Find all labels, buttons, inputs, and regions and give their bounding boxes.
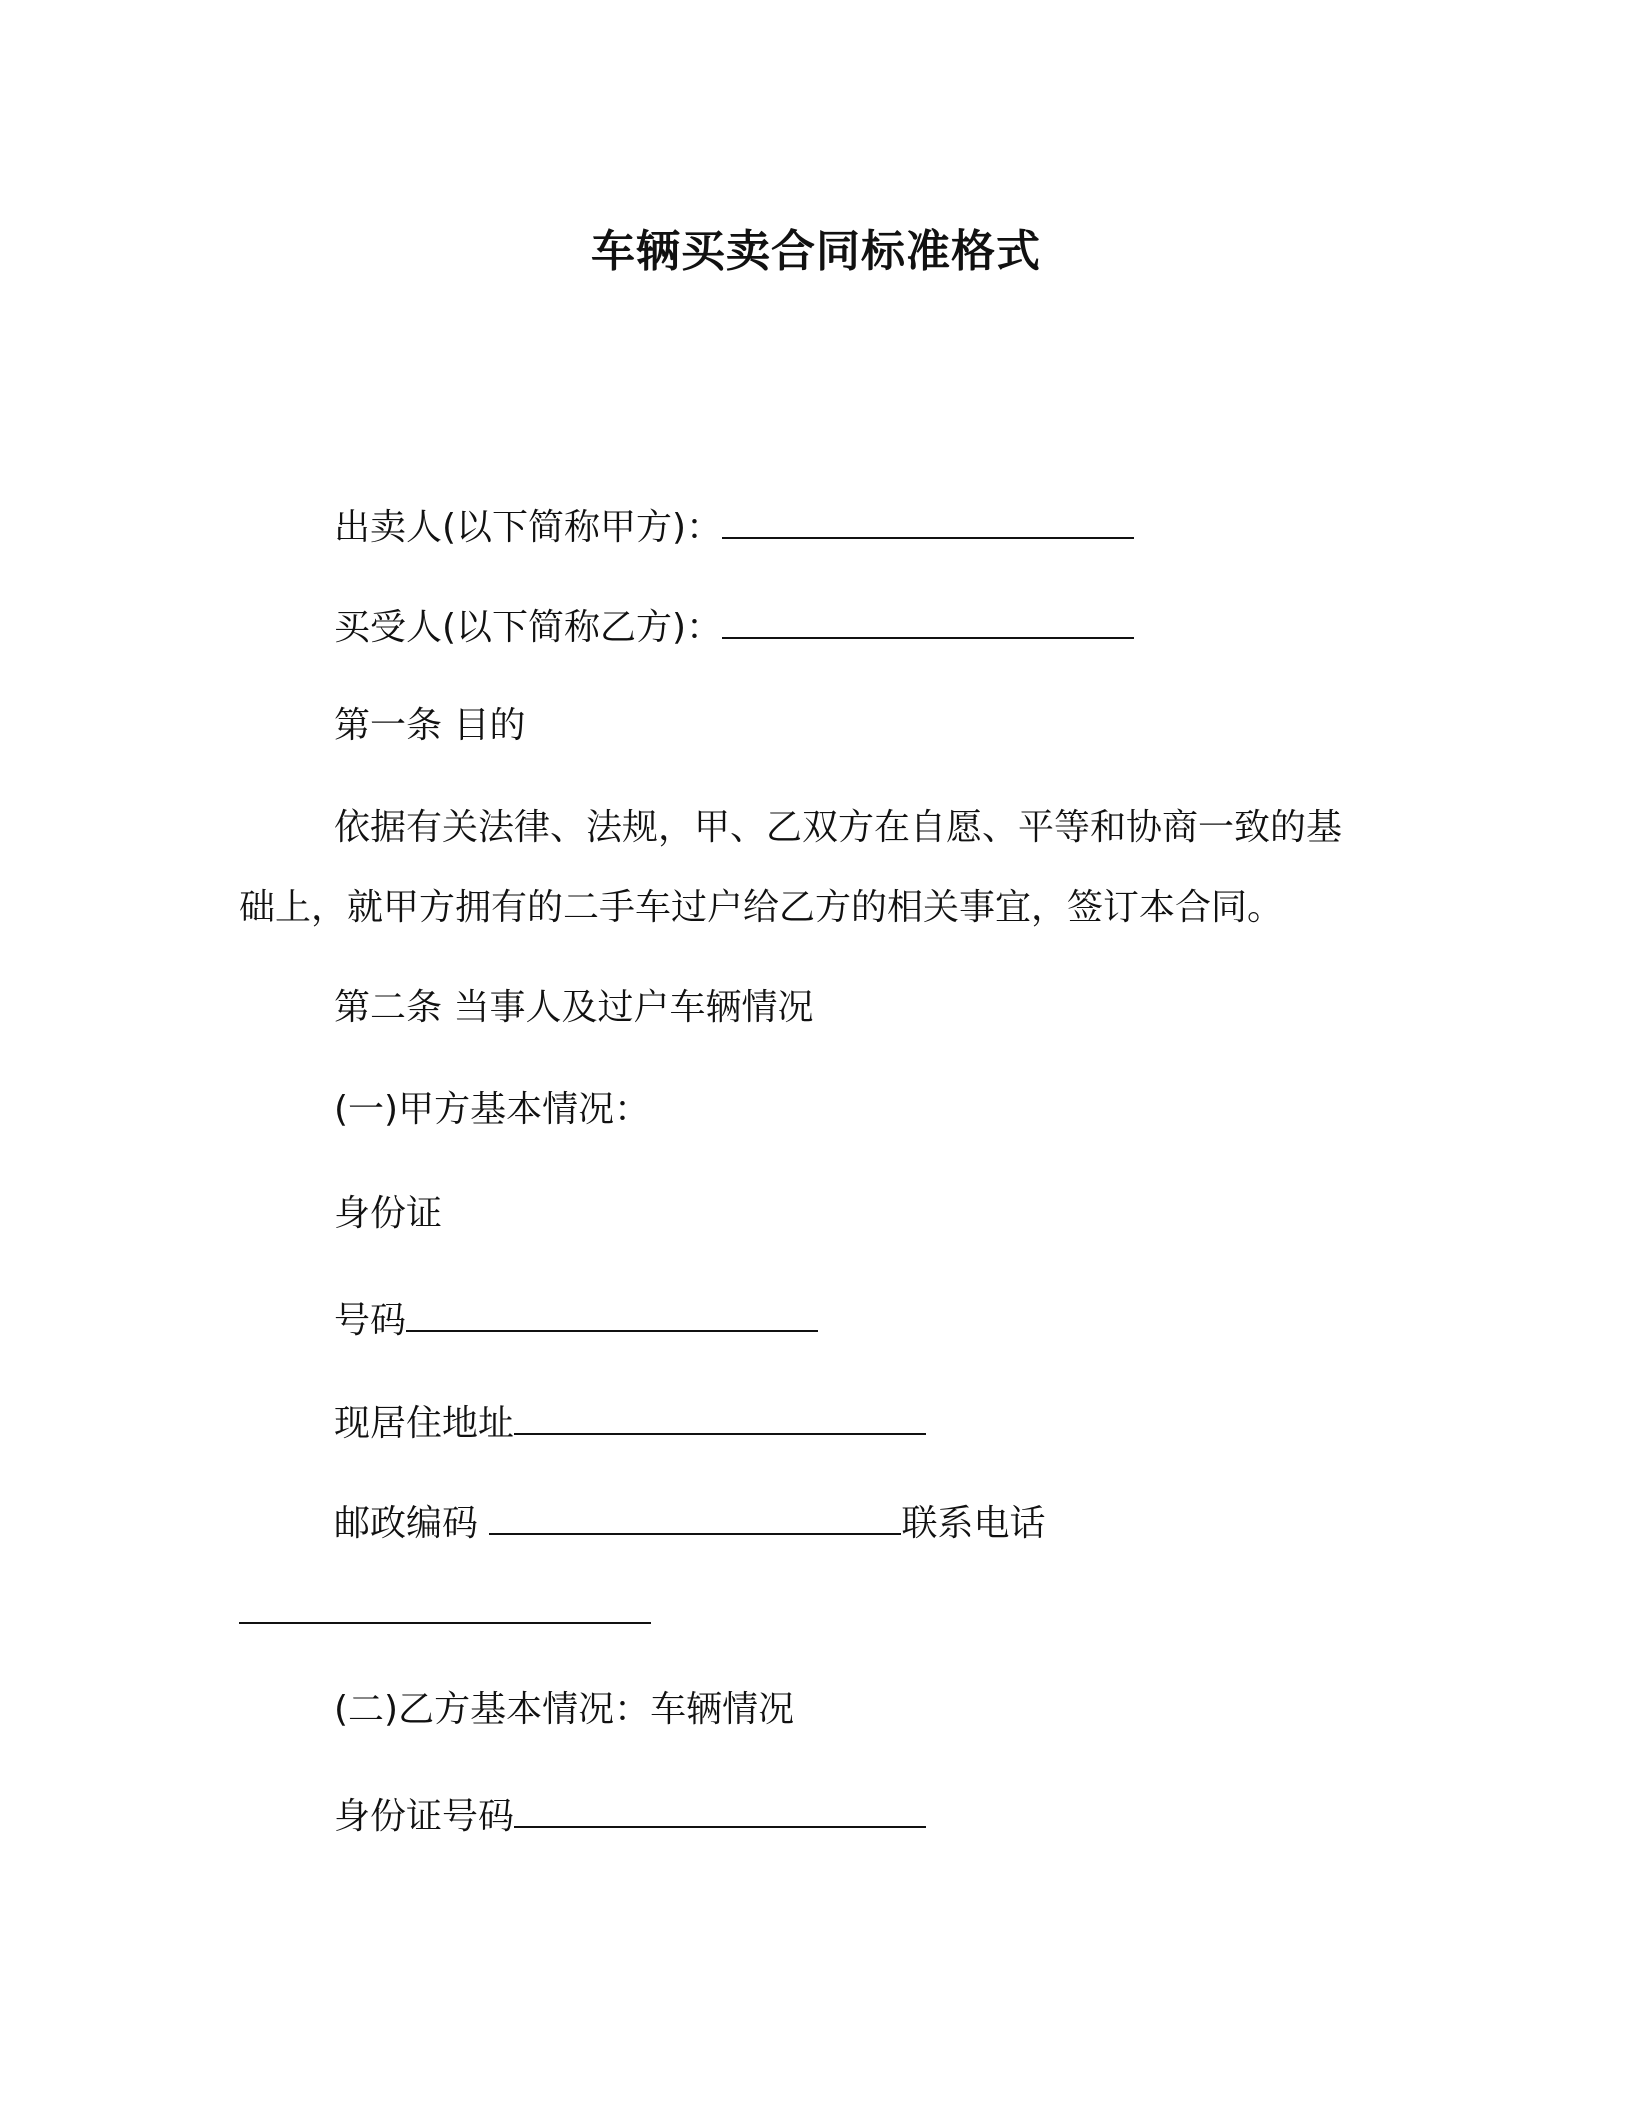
party-a-address-line: [334, 1397, 926, 1449]
article-2-heading: 第二条 当事人及过户车辆情况: [334, 987, 814, 1028]
party-a-phone-line: [239, 1586, 651, 1638]
party-a-address-blank[interactable]: [514, 1397, 926, 1435]
party-b-id-label: 身份证号码: [334, 1796, 515, 1837]
party-a-phone-blank[interactable]: [239, 1586, 651, 1624]
party-b-heading: (二)乙方基本情况：车辆情况: [334, 1689, 795, 1730]
party-a-id-label-line-1: 身份证: [334, 1193, 443, 1234]
article-1-paragraph-line-1: 依据有关法律、法规，甲、乙双方在自愿、平等和协商一致的基: [334, 807, 1343, 848]
party-a-address-label: 现居住地址: [334, 1403, 515, 1444]
party-a-heading: (一)甲方基本情况：: [334, 1089, 651, 1130]
party-b-id-line: [334, 1790, 926, 1842]
article-1-paragraph-line-2: 础上，就甲方拥有的二手车过户给乙方的相关事宜，签订本合同。: [239, 887, 1284, 928]
seller-name-blank[interactable]: [722, 501, 1134, 539]
document-title: 车辆买卖合同标准格式: [591, 226, 1041, 277]
seller-line: [334, 501, 1134, 553]
seller-label: 出卖人(以下简称甲方)：: [334, 507, 723, 548]
party-a-postcode-label: 邮政编码: [334, 1503, 490, 1544]
party-a-postcode-line: [334, 1497, 1045, 1549]
buyer-line: [334, 601, 1134, 653]
party-a-postcode-blank[interactable]: [489, 1497, 901, 1535]
buyer-label: 买受人(以下简称乙方)：: [334, 607, 723, 648]
party-a-phone-label: 联系电话: [901, 1503, 1046, 1544]
party-a-id-blank[interactable]: [406, 1294, 818, 1332]
article-1-heading: 第一条 目的: [334, 705, 526, 746]
party-a-id-line: [334, 1294, 818, 1346]
party-b-id-blank[interactable]: [514, 1790, 926, 1828]
buyer-name-blank[interactable]: [722, 601, 1134, 639]
party-a-id-label-line-2: 号码: [334, 1300, 407, 1341]
